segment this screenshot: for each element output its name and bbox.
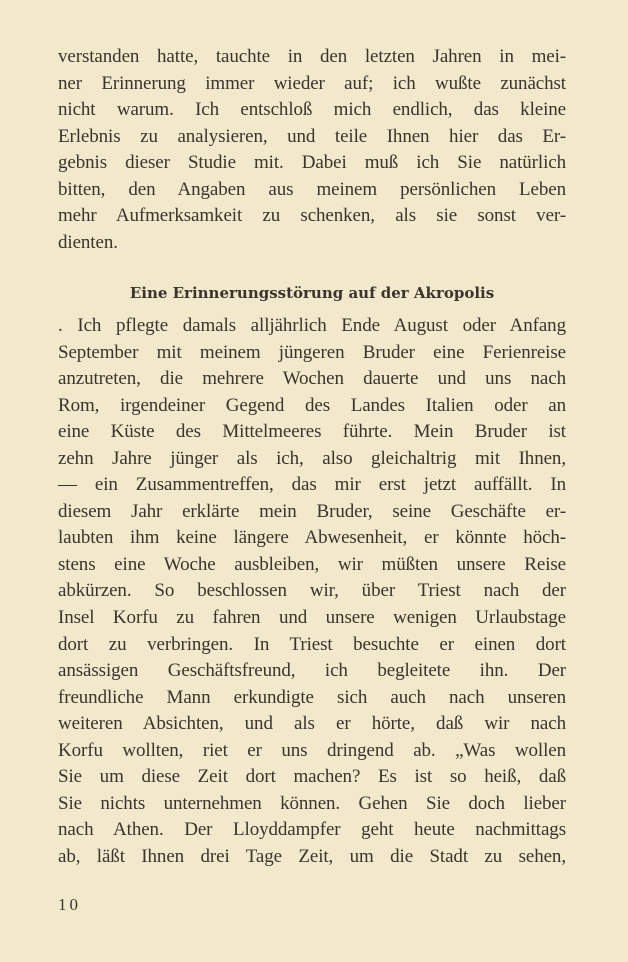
text-line: nicht warum. Ich entschloß mich endlich, das kleine [58,99,566,121]
text-line: diesem Jahr erklärte mein Bruder, seine Geschäfte er- [58,500,566,522]
paragraph-continued [58,44,566,256]
text-line: stens eine Woche ausbleiben, wir müßten unsere Reise [58,553,566,575]
text-line: verstanden hatte, tauchte in den letzten Jahren in mei- [58,46,566,67]
text-line: abkürzen. So beschlossen wir, über Triest nach der [58,580,566,602]
text-line: ner Erinnerung immer wieder auf; ich wußte zunächst [58,72,566,94]
text-line: Sie um diese Zeit dort machen? Es ist so heiß, daß [58,766,566,788]
text-line: dort zu verbringen. In Triest besuchte er einen dort [58,633,566,655]
text-line: freundliche Mann erkundigte sich auch nach unseren [58,686,566,708]
paragraph-section [58,313,566,870]
text-line: ansässigen Geschäftsfreund, ich begleitete ihn. Der [58,660,566,682]
section-heading: Eine Erinnerungsstörung auf der Akropolis [129,284,495,302]
text-line: Korfu wollten, riet er uns dringend ab. „Was wollen [58,739,566,761]
text-line: weiteren Absichten, und als er hörte, daß wir nach [58,713,566,735]
text-line: . Ich pflegte damals alljährlich Ende August oder Anfang [58,315,566,336]
page-number: 10 [58,895,81,914]
text-line: mehr Aufmerksamkeit zu schenken, als sie sonst ver- [58,205,566,227]
text-line: anzutreten, die mehrere Wochen dauerte und uns nach [58,368,566,390]
text-line: laubten ihm keine längere Abwesenheit, er könnte höch- [58,527,566,549]
text-line: nach Athen. Der Lloyddampfer geht heute nachmittags [58,819,566,841]
text-line: September mit meinem jüngeren Bruder eine Ferienreise [58,341,566,363]
text-line: zehn Jahre jünger als ich, also gleichaltrig mit Ihnen, [58,447,566,469]
text-line: dienten. [58,231,118,253]
text-line: ab, läßt Ihnen drei Tage Zeit, um die Stadt zu sehen, [58,845,566,867]
text-line: Erlebnis zu analysieren, und teile Ihnen hier das Er- [58,125,566,147]
text-line: — ein Zusammentreffen, das mir erst jetzt auffällt. In [58,474,566,496]
text-line: gebnis dieser Studie mit. Dabei muß ich Sie natürlich [58,152,566,174]
text-line: Rom, irgendeiner Gegend des Landes Italien oder an [58,394,566,416]
text-line: bitten, den Angaben aus meinem persönlichen Leben [58,178,566,200]
text-line: Insel Korfu zu fahren und unsere wenigen Urlaubstage [58,607,566,629]
text-line: Sie nichts unternehmen können. Gehen Sie doch lieber [58,792,566,814]
text-line: eine Küste des Mittelmeeres führte. Mein Bruder ist [58,421,566,443]
